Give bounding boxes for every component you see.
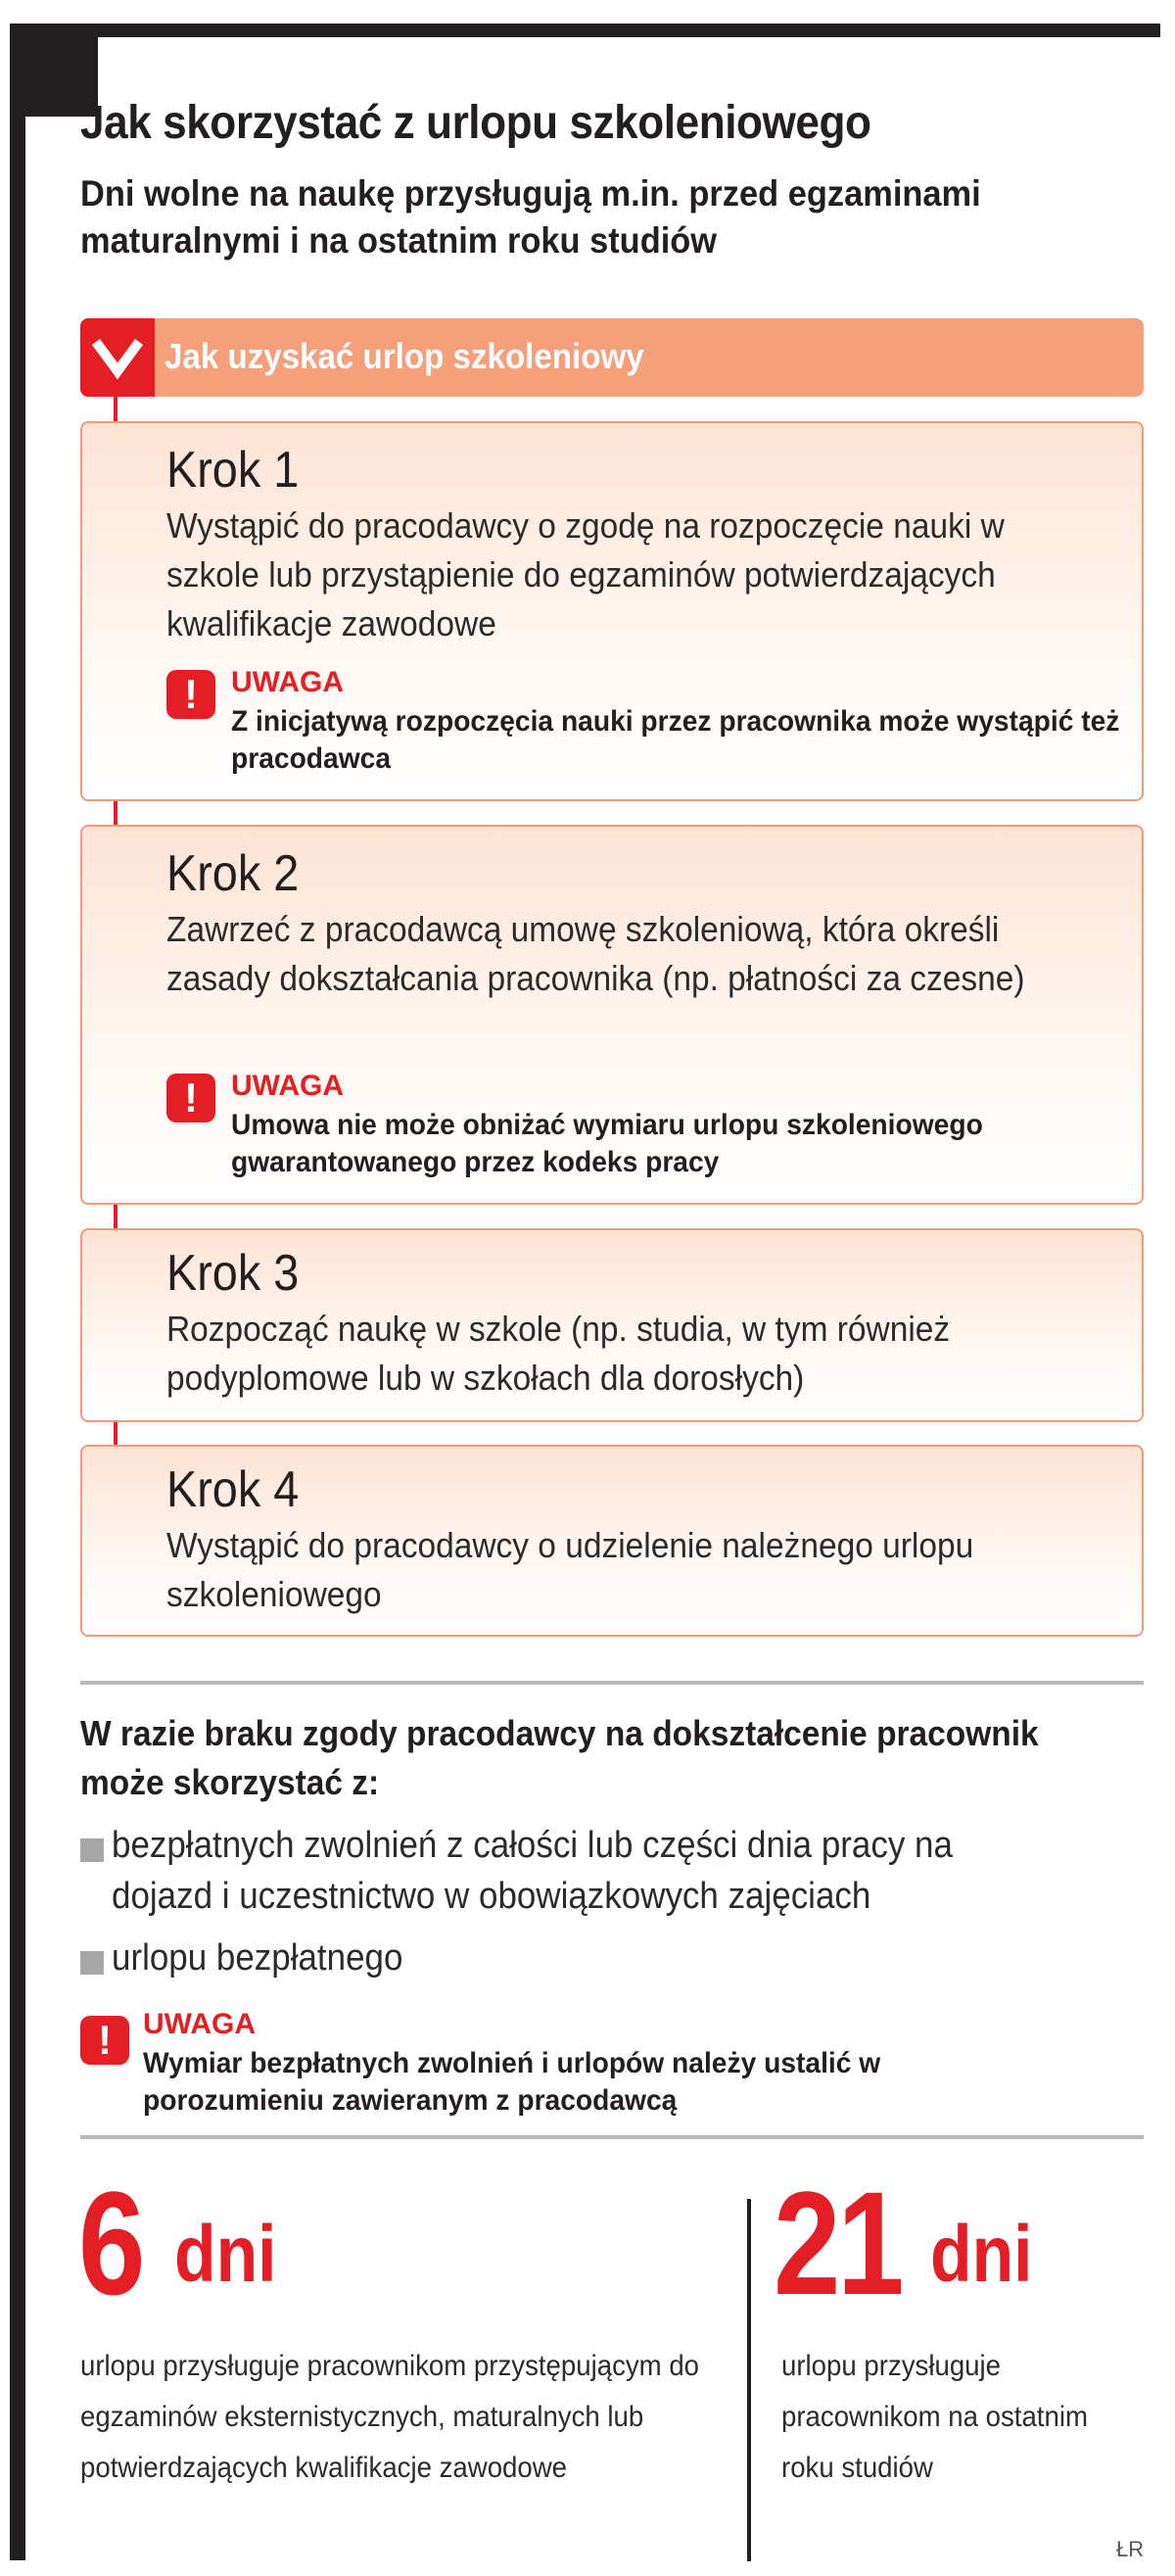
step-card-1 [80,421,1144,801]
chevron-down-icon [80,318,155,397]
author-credit: ŁR [1116,2537,1145,2561]
step-card-3 [80,1228,1144,1422]
step-title: Krok 3 [166,1245,300,1302]
square-bullet-icon [80,1951,104,1975]
frame-top-rule [10,24,1160,37]
alternatives-item-1: bezpłatnych zwolnień z całości lub części dnia pracy na dojazd i uczestnictwo w obowiązkowych zajęciach [112,1825,953,1917]
frame-left-rule [10,24,25,2560]
step-card-4 [80,1445,1144,1637]
stats-divider [747,2199,751,2561]
warning-text: Z inicjatywą rozpoczęcia nauki przez pracownika może wystąpić też pracodawca [231,705,1120,775]
step-text: Zawrzeć z pracodawcą umowę szkoleniową, która określi zasady dokształcania pracownika (np. płatności za czesne) [166,909,1025,998]
warning-text: Wymiar bezpłatnych zwolnień i urlopów należy ustalić w porozumieniu zawieranym z pracodawcą [143,2047,881,2117]
page-subtitle: Dni wolne na naukę przysługują m.in. przed egzaminami maturalnymi i na ostatnim roku studiów [80,173,981,261]
step-title: Krok 2 [166,845,300,902]
square-bullet-icon [80,1838,104,1862]
warning-label: UWAGA [231,666,344,698]
section-divider [80,2135,1144,2139]
stat-description-1: urlopu przysługuje pracownikom przystępującym do egzaminów eksternistycznych, maturalnych lub potwierdzających kwalifikacje zawodowe [80,2350,700,2484]
warning-label: UWAGA [231,1070,344,1102]
alternatives-heading: W razie braku zgody pracodawcy na dokształcenie pracownik może skorzystać z: [80,1713,1039,1802]
section-divider [80,1681,1144,1685]
alternatives-item-2: urlopu bezpłatnego [112,1937,403,1979]
page-title: Jak skorzystać z urlopu szkoleniowego [80,97,871,149]
stat-description-2: urlopu przysługuje pracownikom na ostatnim roku studiów [781,2350,1088,2484]
stat-number-21: 21 [774,2161,902,2325]
step-text: Rozpocząć naukę w szkole (np. studia, w tym również podyplomowe lub w szkołach dla dorosłych) [166,1309,951,1398]
exclamation-icon: ! [166,1073,215,1122]
warning-text: Umowa nie może obniżać wymiaru urlopu szkoleniowego gwarantowanego przez kodeks pracy [231,1109,983,1178]
exclamation-icon: ! [80,2016,129,2065]
step-card-2 [80,825,1144,1205]
step-text: Wystąpić do pracodawcy o udzielenie należnego urlopu szkoleniowego [166,1525,974,1614]
step-title: Krok 4 [166,1461,300,1518]
stat-unit: dni [930,2210,1033,2299]
stat-number-6: 6 [78,2161,143,2325]
section-header-title: Jak uzyskać urlop szkoleniowy [164,336,644,376]
stat-unit: dni [174,2210,277,2299]
step-title: Krok 1 [166,442,300,499]
warning-label: UWAGA [143,2008,256,2040]
step-text: Wystąpić do pracodawcy o zgodę na rozpoczęcie nauki w szkole lub przystąpienie do egzaminów potwierdzających kwalifikacje zawodowe [166,505,1005,644]
exclamation-icon: ! [166,670,215,719]
